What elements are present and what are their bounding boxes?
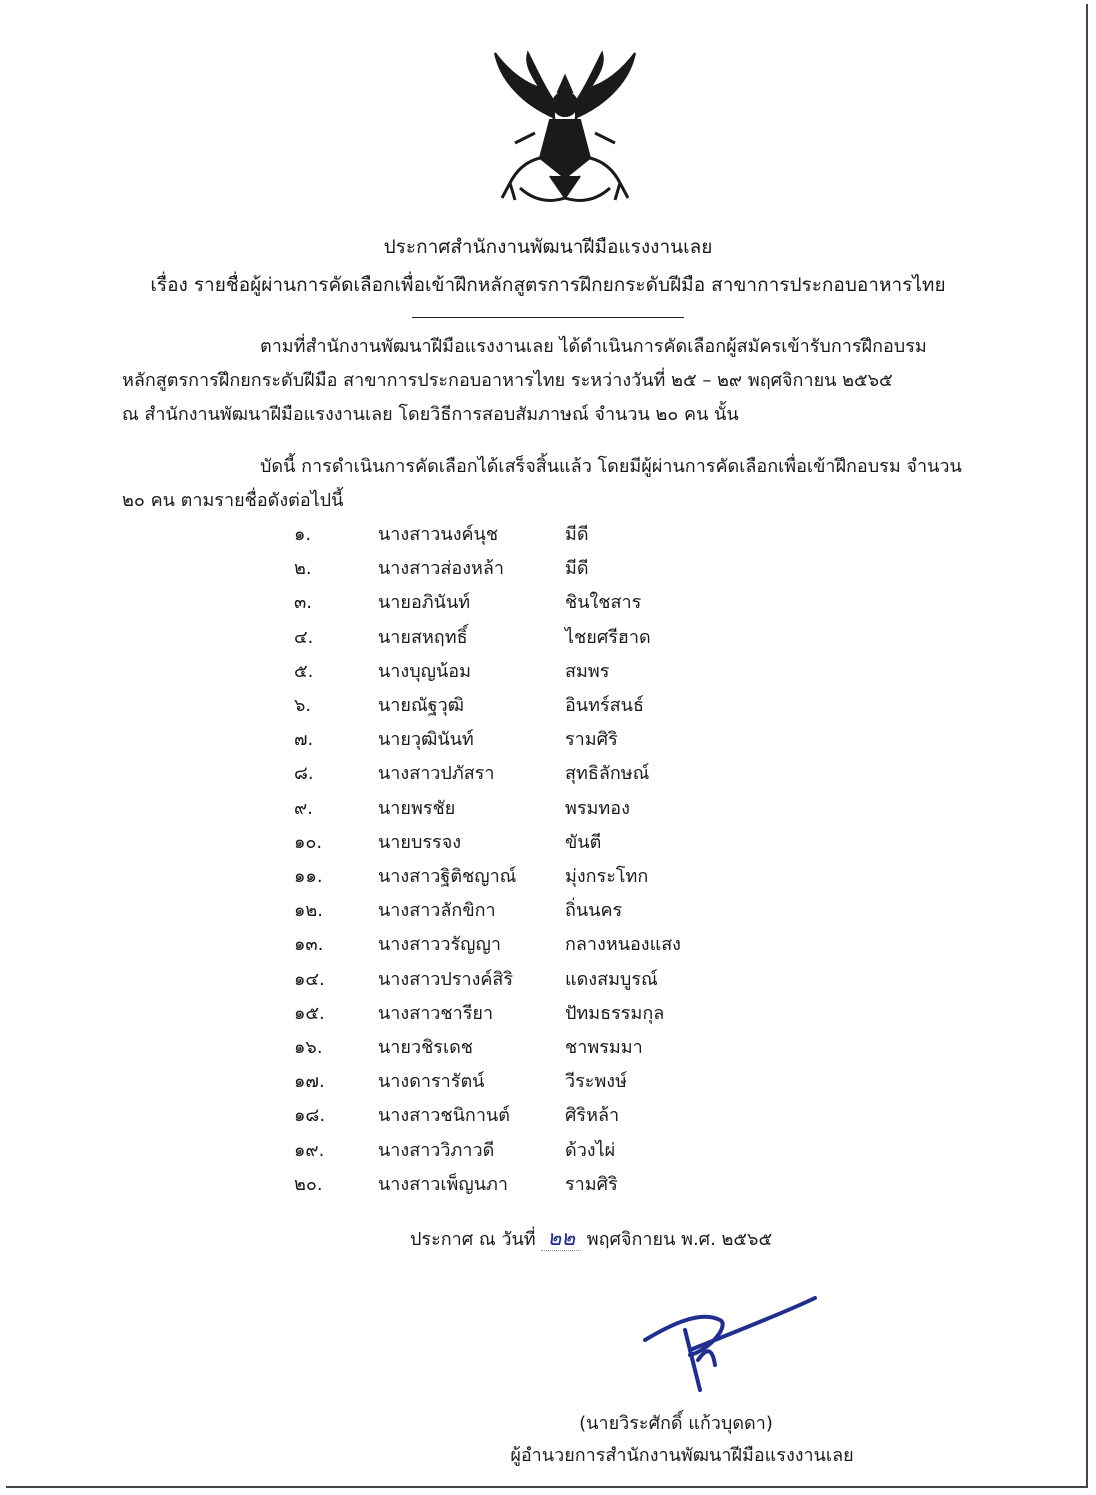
item-number: ๒๐. xyxy=(294,1173,323,1195)
item-first-name: นางสาวส่องหล้า xyxy=(378,558,504,580)
intro-paragraph xyxy=(122,330,1002,432)
result-line-1: บัดนี้ การดำเนินการคัดเลือกได้เสร็จสิ้นแล้ว โดยมีผู้ผ่านการคัดเลือกเพื่อเข้าฝึกอบรม จำนวน xyxy=(260,456,962,477)
item-last-name: มีดี xyxy=(565,558,589,580)
item-last-name: อินทร์สนธ์ xyxy=(565,695,644,716)
list-item xyxy=(0,552,1096,586)
list-item xyxy=(0,894,1096,928)
item-last-name: มีดี xyxy=(565,524,589,545)
list-item xyxy=(0,860,1096,894)
item-last-name: รามศิริ xyxy=(565,1173,618,1195)
list-item xyxy=(0,792,1096,826)
item-number: ๑๒. xyxy=(294,900,324,922)
item-last-name: กลางหนองแสง xyxy=(565,934,681,956)
item-number: ๑. xyxy=(294,524,312,545)
list-item xyxy=(0,723,1096,757)
title-divider xyxy=(412,317,684,318)
list-item xyxy=(0,1168,1096,1202)
item-first-name: นางสาวนงค์นุช xyxy=(378,524,499,545)
list-item xyxy=(0,928,1096,962)
item-first-name: นายสหฤทธิ์ xyxy=(378,626,468,648)
item-first-name: นางสาววิภาวดี xyxy=(378,1139,495,1161)
item-number: ๑๖. xyxy=(294,1037,323,1058)
garuda-emblem-icon xyxy=(480,48,650,218)
list-item xyxy=(0,655,1096,689)
item-number: ๓. xyxy=(294,592,313,614)
item-first-name: นายพรชัย xyxy=(378,797,456,819)
item-last-name: รามศิริ xyxy=(565,729,618,751)
item-last-name: มุ่งกระโทก xyxy=(565,866,649,887)
item-first-name: นางสาวชนิกานต์ xyxy=(378,1105,510,1127)
signer-position: ผู้อำนวยการสำนักงานพัฒนาฝีมือแรงงานเลย xyxy=(510,1445,854,1466)
item-first-name: นางบุญน้อม xyxy=(378,660,471,682)
item-first-name: นางดารารัตน์ xyxy=(378,1071,485,1093)
item-last-name: ชาพรมมา xyxy=(565,1037,643,1058)
item-first-name: นางสาวปภัสรา xyxy=(378,763,495,785)
item-number: ๕. xyxy=(294,660,314,682)
item-number: ๙. xyxy=(294,797,313,819)
item-last-name: ถิ่นนคร xyxy=(565,900,623,922)
item-number: ๑๐. xyxy=(294,831,323,853)
item-last-name: ขันตี xyxy=(565,831,602,853)
list-item xyxy=(0,1065,1096,1099)
item-last-name: วีระพงษ์ xyxy=(565,1071,627,1093)
item-first-name: นางสาวเพ็ญนภา xyxy=(378,1173,509,1195)
date-prefix: ประกาศ ณ วันที่ xyxy=(410,1229,536,1250)
item-last-name: แดงสมบูรณ์ xyxy=(565,968,658,990)
item-last-name: พรมทอง xyxy=(565,797,630,819)
item-number: ๖. xyxy=(294,695,312,716)
item-last-name: สมพร xyxy=(565,660,610,682)
item-first-name: นางสาววรัญญา xyxy=(378,934,501,956)
list-item xyxy=(0,621,1096,655)
item-number: ๑๙. xyxy=(294,1139,325,1161)
announcement-date xyxy=(410,1222,772,1255)
item-number: ๔. xyxy=(294,626,314,648)
list-item xyxy=(0,689,1096,723)
result-line-2: ๒๐ คน ตามรายชื่อดังต่อไปนี้ xyxy=(122,490,344,511)
item-number: ๑๗. xyxy=(294,1071,325,1093)
result-paragraph xyxy=(122,450,1002,518)
item-first-name: นายวชิรเดช xyxy=(378,1037,474,1058)
item-number: ๑๔. xyxy=(294,968,325,990)
list-item xyxy=(0,518,1096,552)
intro-line-2: หลักสูตรการฝึกยกระดับฝีมือ สาขาการประกอบอาหารไทย ระหว่างวันที่ ๒๕ – ๒๙ พฤศจิกายน ๒๕๖๕ xyxy=(122,370,893,391)
item-last-name: ศิริหล้า xyxy=(565,1105,620,1127)
list-item xyxy=(0,1031,1096,1065)
item-number: ๑๑. xyxy=(294,866,323,887)
list-item xyxy=(0,997,1096,1031)
date-day-handwritten: ๒๒ xyxy=(541,1226,581,1251)
date-suffix: พฤศจิกายน พ.ศ. ๒๕๖๕ xyxy=(586,1229,773,1250)
item-number: ๑๘. xyxy=(294,1105,326,1127)
announcement-title: ประกาศสำนักงานพัฒนาฝีมือแรงงานเลย xyxy=(383,236,713,258)
list-item xyxy=(0,586,1096,620)
item-last-name: ปัทมธรรมกุล xyxy=(565,1002,665,1024)
item-number: ๘. xyxy=(294,763,314,785)
intro-line-3: ณ สำนักงานพัฒนาฝีมือแรงงานเลย โดยวิธีการสอบสัมภาษณ์ จำนวน ๒๐ คน นั้น xyxy=(122,404,739,425)
item-first-name: นางสาวปรางค์สิริ xyxy=(378,968,514,990)
item-first-name: นางสาวชารียา xyxy=(378,1002,494,1024)
item-last-name: ด้วงไผ่ xyxy=(565,1139,616,1161)
signer-name: (นายวิระศักดิ์ แก้วบุดดา) xyxy=(579,1413,773,1434)
list-item xyxy=(0,1099,1096,1133)
item-last-name: สุทธิลักษณ์ xyxy=(565,763,650,785)
item-number: ๒. xyxy=(294,558,312,580)
item-first-name: นายวุฒินันท์ xyxy=(378,729,474,751)
item-first-name: นายอภินันท์ xyxy=(378,592,471,614)
list-item xyxy=(0,757,1096,791)
announcement-subject: เรื่อง รายชื่อผู้ผ่านการคัดเลือกเพื่อเข้าฝึกหลักสูตรการฝึกยกระดับฝีมือ สาขาการประกอบอาหารไทย xyxy=(150,274,946,296)
item-number: ๑๕. xyxy=(294,1002,325,1024)
item-last-name: ไชยศรีฮาด xyxy=(565,626,651,648)
list-item xyxy=(0,963,1096,997)
list-item xyxy=(0,826,1096,860)
list-item xyxy=(0,1134,1096,1168)
item-first-name: นางสาวลักขิกา xyxy=(378,900,496,922)
item-first-name: นายณัฐวุฒิ xyxy=(378,695,464,716)
item-last-name: ชินใชสาร xyxy=(565,592,642,614)
item-number: ๑๓. xyxy=(294,934,324,956)
intro-line-1: ตามที่สำนักงานพัฒนาฝีมือแรงงานเลย ได้ดำเนินการคัดเลือกผู้สมัครเข้ารับการฝึกอบรม xyxy=(260,336,927,357)
item-first-name: นายบรรจง xyxy=(378,831,462,853)
item-first-name: นางสาวฐิติชญาณ์ xyxy=(378,866,517,887)
handwritten-signature xyxy=(640,1290,840,1400)
item-number: ๗. xyxy=(294,729,314,751)
